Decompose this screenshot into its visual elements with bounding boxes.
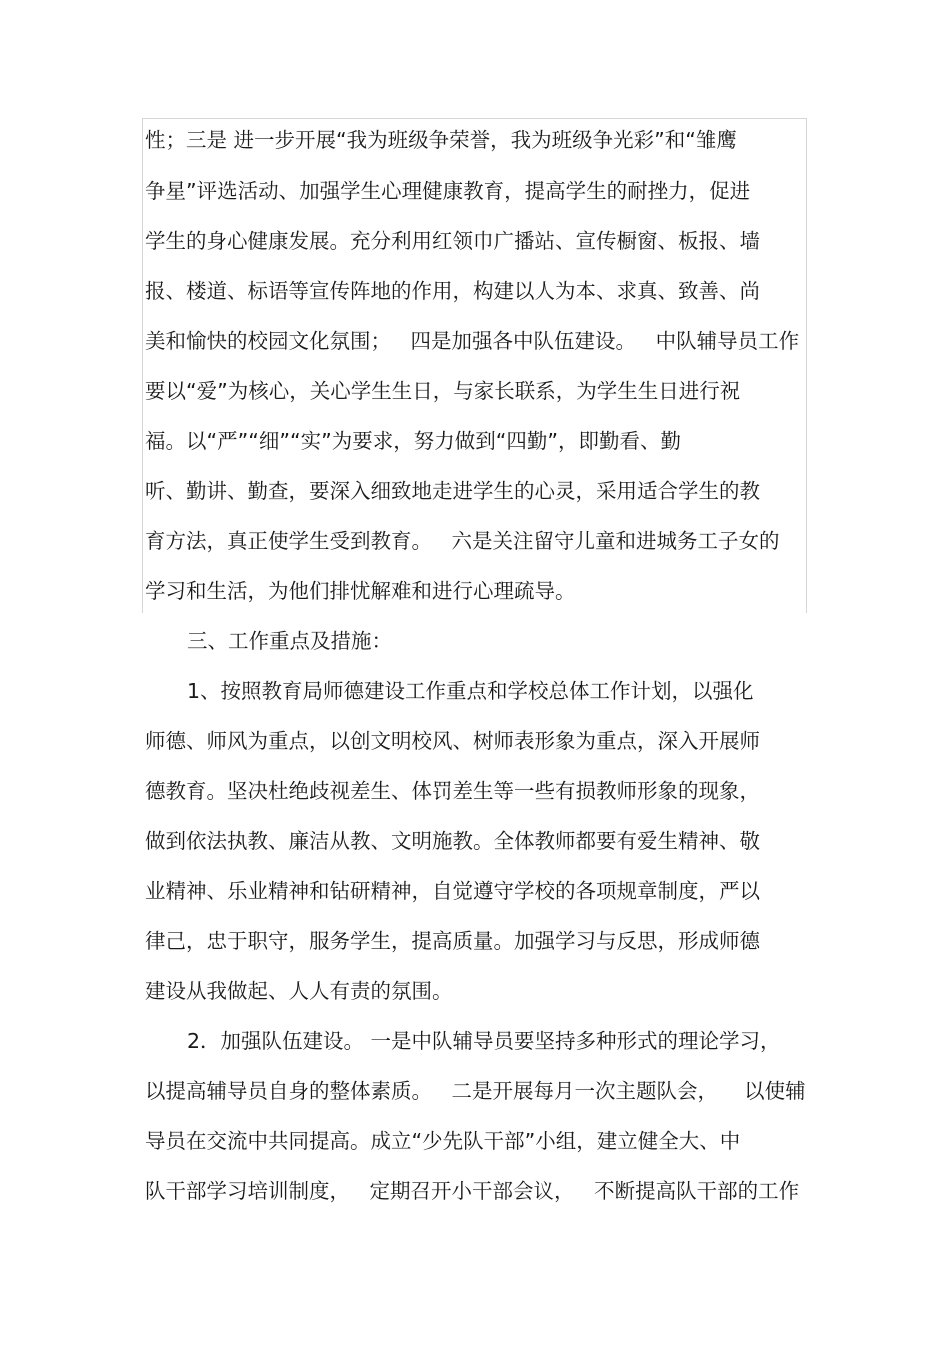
text-line: 听、勤讲、勤查，要深入细致地走进学生的心灵，采用适合学生的教 — [145, 479, 760, 503]
text-line: 育方法，真正使学生受到教育。 六是关注留守儿童和进城务工子女的 — [145, 529, 780, 553]
text-line: 师德、师风为重点，以创文明校风、树师表形象为重点，深入开展师 — [145, 729, 760, 753]
text-line: 学生的身心健康发展。充分利用红领巾广播站、宣传橱窗、板报、墙 — [145, 229, 760, 253]
text-line: 做到依法执教、廉洁从教、文明施教。全体教师都要有爱生精神、敬 — [145, 829, 760, 853]
paragraph-start: 2．加强队伍建设。 一是中队辅导员要坚持多种形式的理论学习， — [187, 1029, 781, 1053]
text-line: 律己，忠于职守，服务学生，提高质量。加强学习与反思，形成师德 — [145, 929, 760, 953]
text-line: 美和愉快的校园文化氛围； 四是加强各中队伍建设。 中队辅导员工作 — [145, 329, 800, 353]
text-line: 德教育。坚决杜绝歧视差生、体罚差生等一些有损教师形象的现象， — [145, 779, 760, 803]
text-line: 以提高辅导员自身的整体素质。 二是开展每月一次主题队会， 以使辅 — [145, 1079, 806, 1103]
text-line: 性；三是 进一步开展“我为班级争荣誉，我为班级争光彩”和“雏鹰 — [145, 128, 737, 152]
text-line: 要以“爱”为核心，关心学生生日，与家长联系，为学生生日进行祝 — [145, 379, 741, 403]
text-line: 争星”评选活动、加强学生心理健康教育，提高学生的耐挫力，促进 — [145, 179, 751, 203]
text-line: 导员在交流中共同提高。成立“少先队干部”小组，建立健全大、中 — [145, 1129, 741, 1153]
text-line: 福。以“严”“细”“实”为要求，努力做到“四勤”，即勤看、勤 — [145, 429, 681, 453]
text-line: 建设从我做起、人人有责的氛围。 — [145, 979, 453, 1003]
paragraph-start: 1、按照教育局师德建设工作重点和学校总体工作计划，以强化 — [187, 679, 754, 703]
text-line: 队干部学习培训制度， 定期召开小干部会议， 不断提高队干部的工作 — [145, 1179, 800, 1203]
text-line: 报、楼道、标语等宣传阵地的作用，构建以人为本、求真、致善、尚 — [145, 279, 760, 303]
text-line: 业精神、乐业精神和钻研精神，自觉遵守学校的各项规章制度，严以 — [145, 879, 760, 903]
text-line: 学习和生活，为他们排忧解难和进行心理疏导。 — [145, 579, 576, 603]
section-heading: 三、工作重点及措施： — [187, 629, 392, 653]
